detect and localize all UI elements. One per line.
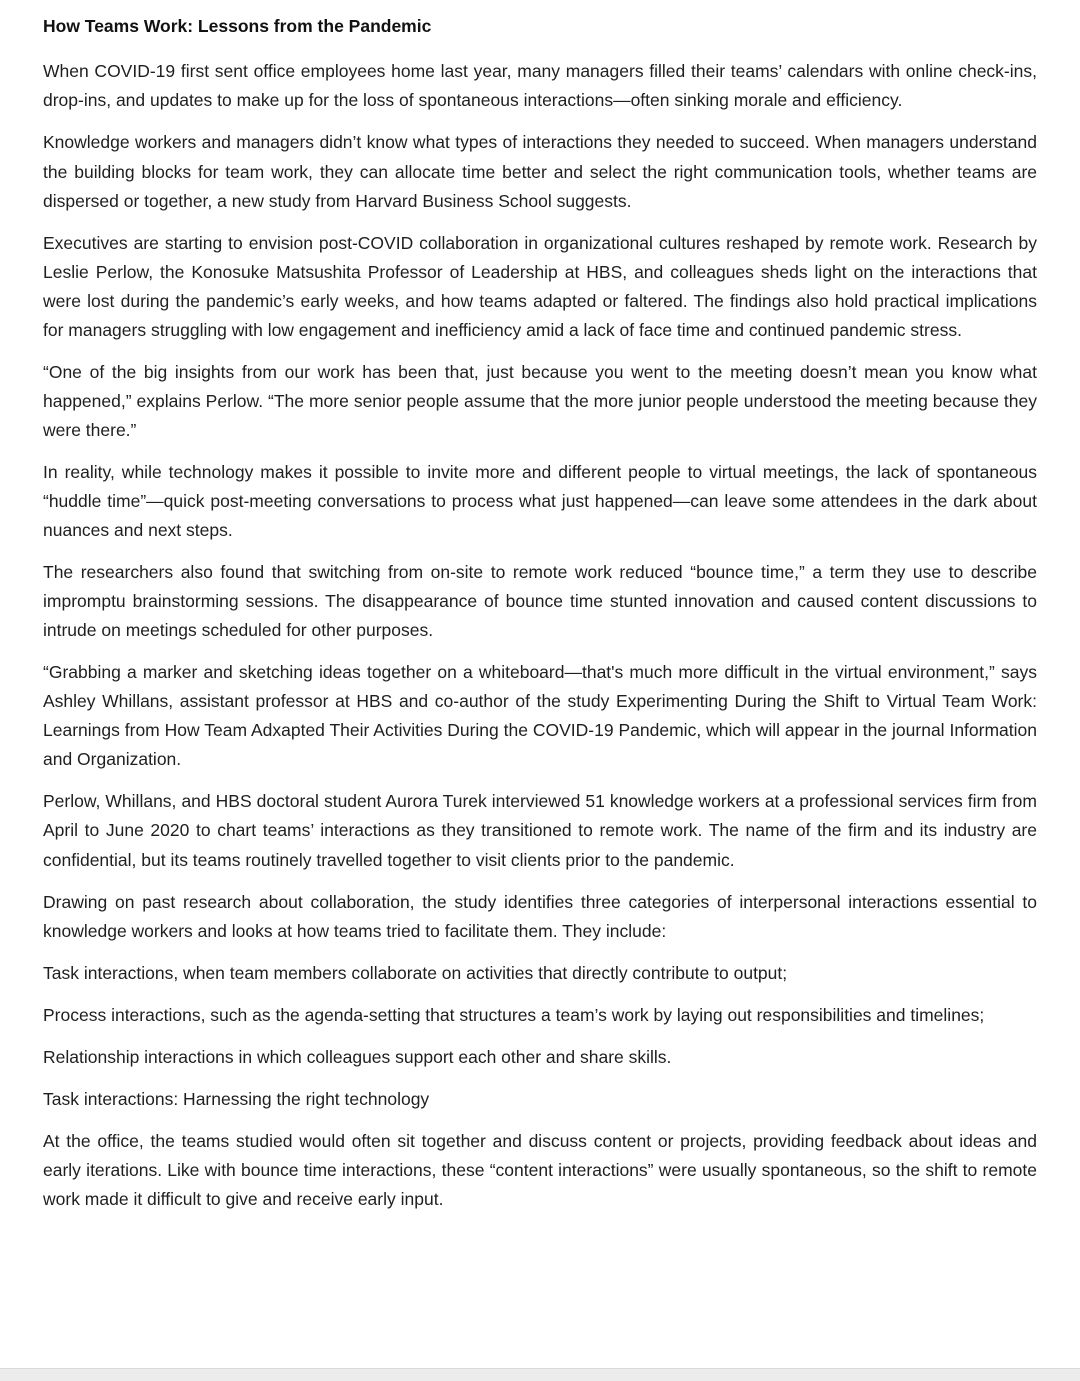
- section-heading-task-interactions: Task interactions: Harnessing the right technology: [43, 1088, 430, 1109]
- paragraph: Drawing on past research about collaboration, the study identifies three categories of interpersonal interactions essential to knowledge workers and looks at how teams tried to facilitate them. They include:: [43, 891, 1037, 941]
- paragraph-process-interactions: Process interactions, such as the agenda-setting that structures a team’s work by laying out responsibilities and timelines;: [43, 1004, 985, 1025]
- paragraph: At the office, the teams studied would often sit together and discuss content or projects, providing feedback about ideas and early iterations. Like with bounce time interactions, these “content interactions” were usually spontaneous, so the shift to remote work made it difficult to give and receive early input.: [43, 1130, 1037, 1209]
- page-title: How Teams Work: Lessons from the Pandemic: [43, 16, 432, 36]
- paragraph: Executives are starting to envision post-COVID collaboration in organizational cultures reshaped by remote work. Research by Leslie Perlow, the Konosuke Matsushita Professor of Leadership at HBS, and colleagues sheds light on the interactions that were lost during the pandemic’s early weeks, and how teams adapted or faltered. The findings also hold practical implications for managers struggling with low engagement and inefficiency amid a lack of face time and continued pandemic stress.: [43, 232, 1037, 340]
- paragraph: When COVID-19 first sent office employees home last year, many managers filled their teams’ calendars with online check-ins, drop-ins, and updates to make up for the loss of spontaneous interactions—often sinking morale and efficiency.: [43, 61, 1037, 111]
- paragraph: Knowledge workers and managers didn’t know what types of interactions they needed to succeed. When managers understand the building blocks for team work, they can allocate time better and select the right communication tools, whether teams are dispersed or together, a new study from Harvard Business School suggests.: [43, 132, 1037, 211]
- paragraph: Perlow, Whillans, and HBS doctoral student Aurora Turek interviewed 51 knowledge workers at a professional services firm from April to June 2020 to chart teams’ interactions as they transitioned to remote work. The name of the firm and its industry are confidential, but its teams routinely travelled together to visit clients prior to the pandemic.: [43, 791, 1037, 870]
- paragraph-task-interactions: Task interactions, when team members collaborate on activities that directly contribute to output;: [43, 962, 788, 983]
- paragraph: In reality, while technology makes it possible to invite more and different people to virtual meetings, the lack of spontaneous “huddle time”—quick post-meeting conversations to process what just happened—can leave some attendees in the dark about nuances and next steps.: [43, 461, 1037, 541]
- paragraph: The researchers also found that switching from on-site to remote work reduced “bounce time,” a term they use to describe impromptu brainstorming sessions. The disappearance of bounce time stunted innovation and caused content discussions to intrude on meetings scheduled for other purposes.: [43, 562, 1037, 641]
- paragraph: “Grabbing a marker and sketching ideas together on a whiteboard—that's much more difficult in the virtual environment,” says Ashley Whillans, assistant professor at HBS and co-author of the study Experimenting During the Shift to Virtual Team Work: Learnings from How Team Adxapted Their Activities During the COVID-19 Pandemic, which will appear in the journal Information and Organization.: [43, 662, 1037, 770]
- bottom-scroll-track[interactable]: [0, 1368, 1080, 1381]
- paragraph-relationship-interactions: Relationship interactions in which colleagues support each other and share skills.: [43, 1046, 672, 1067]
- paragraph: “One of the big insights from our work has been that, just because you went to the meeting doesn’t mean you know what happened,” explains Perlow. “The more senior people assume that the more junior people understood the meeting because they were there.”: [43, 361, 1037, 440]
